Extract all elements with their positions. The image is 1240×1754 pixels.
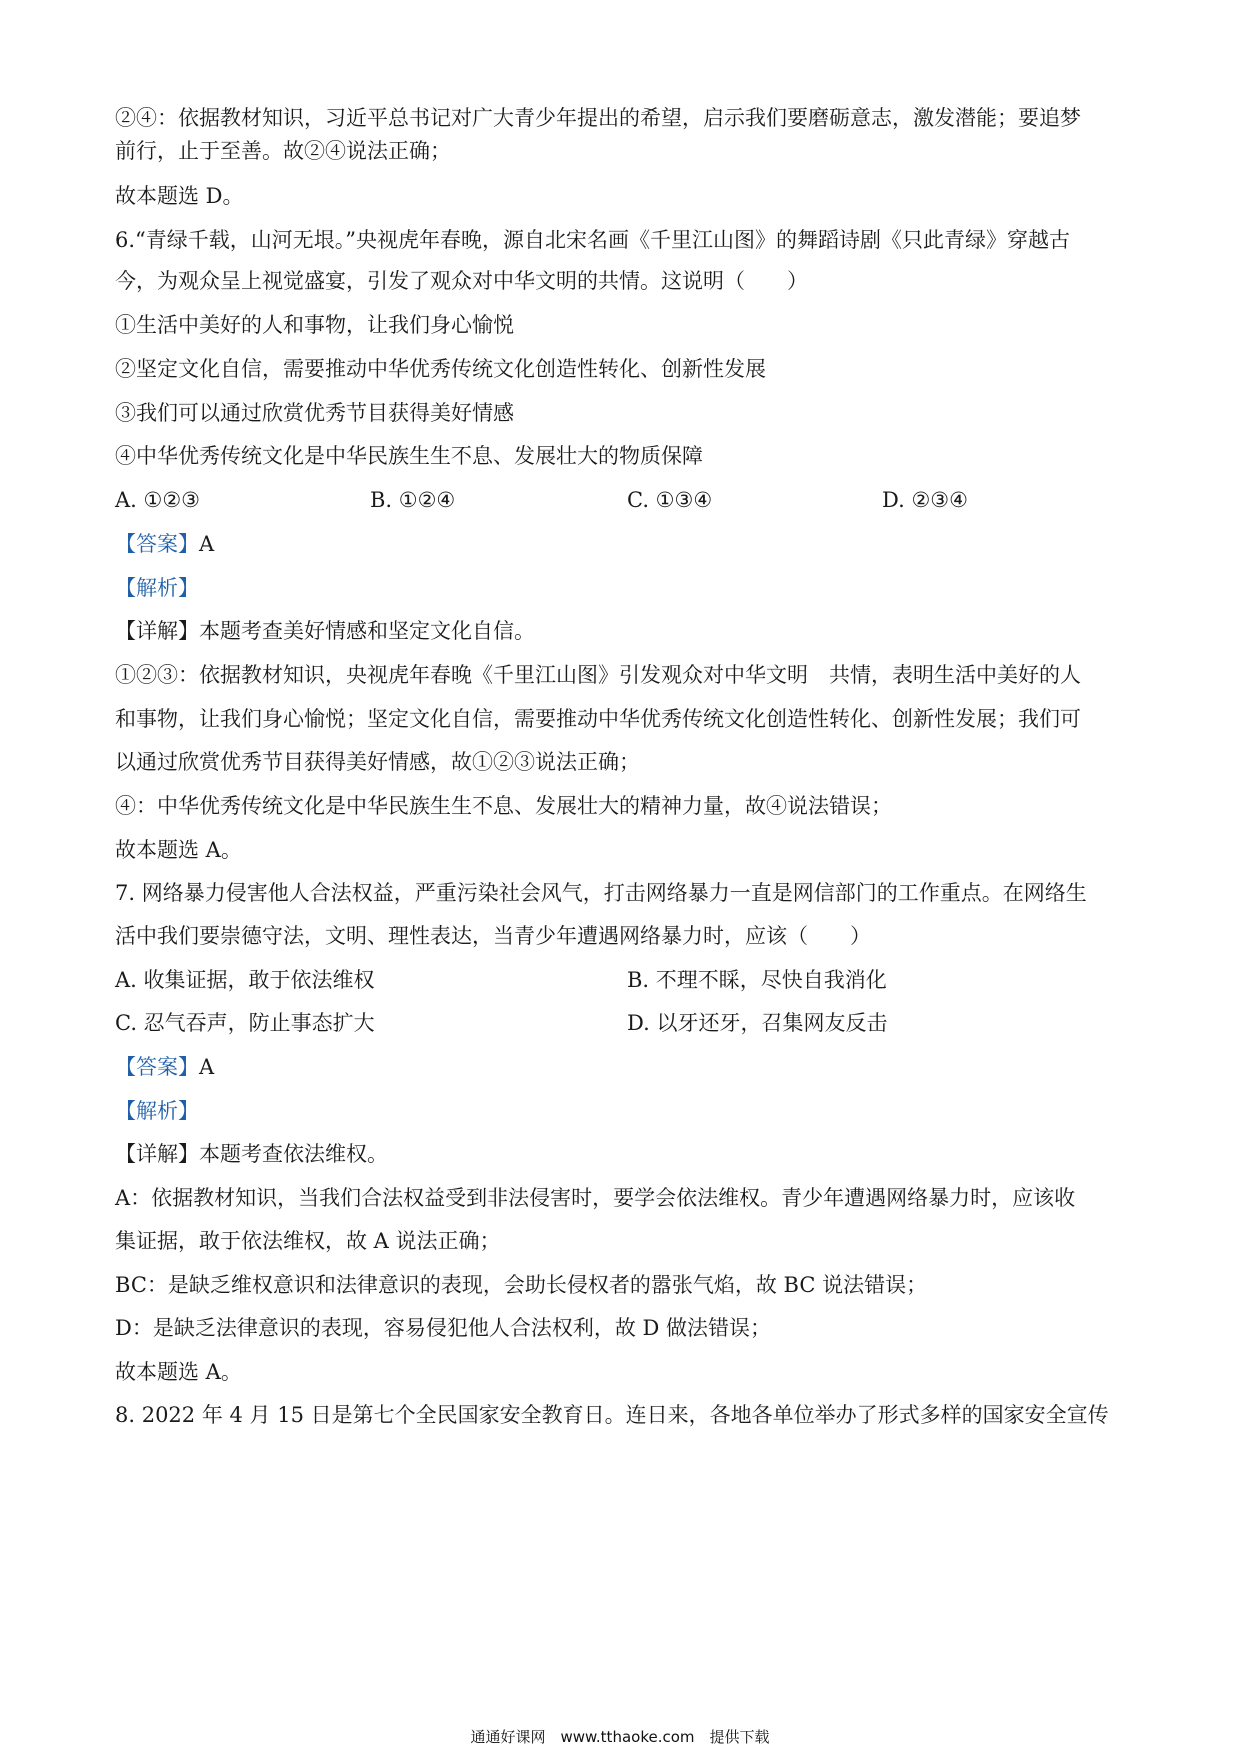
question-6-stem: 6.“青绿千载，山河无垠。”央视虎年春晚，源自北宋名画《千里江山图》的舞蹈诗剧《只此青绿》穿越古	[115, 228, 1071, 252]
statement-item: ①生活中美好的人和事物，让我们身心愉悦	[115, 313, 514, 337]
question-7-stem: 活中我们要崇德守法，文明、理性表达，当青少年遭遇网络暴力时，应该（ ）	[115, 924, 871, 948]
explanation-line: 和事物，让我们身心愉悦；坚定文化自信，需要推动中华优秀传统文化创造性转化、创新性发展；我们可	[115, 707, 1081, 731]
conclusion: 故本题选 A。	[115, 1360, 242, 1384]
option-d: D. ②③④	[882, 488, 968, 512]
detail-tag: 【详解】	[115, 619, 199, 643]
explanation-line: BC：是缺乏维权意识和法律意识的表现，会助长侵权者的嚣张气焰，故 BC 说法错误；	[115, 1273, 928, 1297]
answer-tag: 【答案】	[115, 1055, 199, 1079]
option-b: B. 不理不睬，尽快自我消化	[627, 968, 887, 992]
question-7-stem: 7. 网络暴力侵害他人合法权益，严重污染社会风气，打击网络暴力一直是网信部门的工作重点。在网络生	[115, 881, 1087, 905]
explanation-line: ①②③：依据教材知识，央视虎年春晚《千里江山图》引发观众对中华文明 共情，表明生活中美好的人	[115, 663, 1081, 687]
analysis-tag	[115, 573, 199, 603]
analysis-label: 【解析】	[115, 576, 199, 600]
statement-item: ②坚定文化自信，需要推动中华优秀传统文化创造性转化、创新性发展	[115, 357, 766, 381]
option-c: C. ①③④	[627, 488, 713, 512]
statement-item: ③我们可以通过欣赏优秀节目获得美好情感	[115, 401, 514, 425]
option-a: A. ①②③	[115, 488, 200, 512]
option-b: B. ①②④	[370, 488, 456, 512]
question-8-stem: 8. 2022 年 4 月 15 日是第七个全民国家安全教育日。连日来，各地各单位举办了形式多样的国家安全宣传	[115, 1403, 1109, 1427]
conclusion: 故本题选 D。	[115, 184, 244, 208]
option-a: A. 收集证据，敢于依法维权	[115, 968, 375, 992]
option-d: D. 以牙还牙，召集网友反击	[627, 1011, 888, 1035]
text-line: 前行，止于至善。故②④说法正确；	[115, 139, 451, 163]
detail-tag: 【详解】	[115, 1142, 199, 1166]
analysis-tag	[115, 1096, 199, 1126]
answer-value: A	[199, 1055, 215, 1079]
footer-source: 通通好课网 www.tthaoke.com 提供下载	[470, 1728, 770, 1746]
explanation-line: 以通过欣赏优秀节目获得美好情感，故①②③说法正确；	[115, 750, 640, 774]
explanation-line: 集证据，敢于依法维权，故 A 说法正确；	[115, 1229, 501, 1253]
explanation-line: A：依据教材知识，当我们合法权益受到非法侵害时，要学会依法维权。青少年遭遇网络暴力时，应该收	[115, 1186, 1076, 1210]
detail-text: 本题考查依法维权。	[199, 1142, 388, 1166]
conclusion: 故本题选 A。	[115, 838, 242, 862]
question-6-stem: 今，为观众呈上视觉盛宴，引发了观众对中华文明的共情。这说明（ ）	[115, 269, 808, 293]
explanation-line: ④：中华优秀传统文化是中华民族生生不息、发展壮大的精神力量，故④说法错误；	[115, 794, 892, 818]
detail-text: 本题考查美好情感和坚定文化自信。	[199, 619, 535, 643]
answer-line	[115, 529, 214, 559]
explanation-line: D：是缺乏法律意识的表现，容易侵犯他人合法权利，故 D 做法错误；	[115, 1316, 772, 1340]
statement-item: ④中华优秀传统文化是中华民族生生不息、发展壮大的物质保障	[115, 444, 703, 468]
analysis-label: 【解析】	[115, 1099, 199, 1123]
answer-value: A	[199, 532, 215, 556]
detail-line	[115, 1139, 388, 1169]
text-line: ②④：依据教材知识，习近平总书记对广大青少年提出的希望，启示我们要磨砺意志，激发潜能；要追梦	[115, 106, 1081, 130]
answer-tag: 【答案】	[115, 532, 199, 556]
option-c: C. 忍气吞声，防止事态扩大	[115, 1011, 375, 1035]
detail-line	[115, 616, 535, 646]
answer-line	[115, 1052, 214, 1082]
